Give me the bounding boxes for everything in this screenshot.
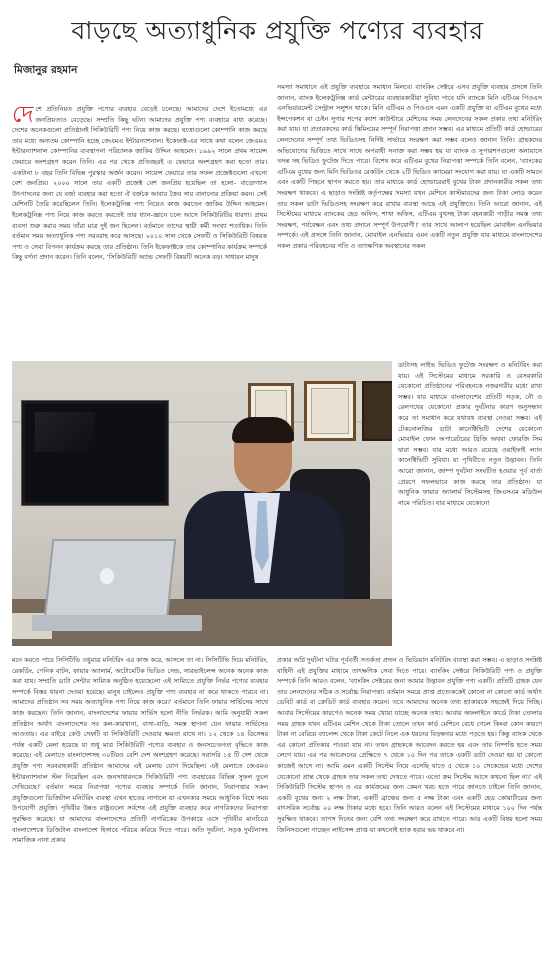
dropcap: দে (12, 104, 34, 128)
article-column-top-left (12, 104, 267, 360)
column-text: শে প্রতিনিয়ত প্রযুক্তি পণ্যের ব্যবহার বেড়েই চলেছে। আমাদের দেশে ইতোমধ্যে এর জনপ্রিয়তাও বেড়েছে। সম্প্রতি কিছু ঘটনা আমাদের প্রযুক্তি পণ্য ব্যবহারে বাধ্য করেছে। দেশের অনেকগুলো প্রতিষ্ঠানই সিকিউরিটি পণ্য নিয়ে কাজ করছে। যত্তোগুলো কোম্পানি কাজ করছে তার মধ্যে অন্যতম কোম্পানি হচ্ছে জেএমএ ইন্টারন্যাশনাল। ইকেফাক্ট-এর সাথে কথা বলেন জেএমএ ইন্টারন্যাশনাল কোম্পানির ব্যবস্থাপনা পরিচালক জাকির উদ্দিন আহমেদ। ১৯৯২ সালে প্রথম সায়েন্স ফেয়ারে অংশগ্রহণ করেন তিনি। এর পর থেকে প্রতিবছরই এ ফেয়ারে অংশগ্রহণ করা হতো তার। একটানা ৮ বছর তিনি বিভিন্ন পুরস্কার অর্জন করেন। সায়েন্স ফেয়ারে তার সফল প্রজেক্টগুলো এখনো বেশ জনপ্রিয়। ২০০০ সালে তার একটি প্রজেক্ট বেশ জনপ্রিয় হয়েছিল তা হলো- বাড়োগ্যাস উৎপাদনের জন্য যে বর্জ্য ব্যবহার করা হতো ঐ বর্জকে আবার জৈব সার বানানোর প্রক্রিয়া করন। সেই মেশিনটি তৈরি করেছিলেন তিনি। ইলেকট্রনিক্স পণ্য নিয়েও কাজ করতেন জাকির উদ্দিন আহমেদ। ইলেকট্রনিক্স পণ্য নিয়ে কাজ করতে করতেই তার ধ্যান-জ্ঞানে চলে আসে সিকিউরিটির ধারণা। প্রথম ব্যবসা শুরু করার সময় তাঁরা মাত্র দুই জন ছিলেন। বর্তমানে তাদের স্থায়ী কর্মী সংখ্যা শতাধিক। তিনি বর্তমান সময় অত্যাধুনিক পণ্য সরবরাহ করে আসছে। ২০১০ সাল থেকে সেফটি ও সিকিউরিটি বিষয়ক পণ্য ও সেবা বিপনন কার্যক্রম করছে তার প্রতিষ্ঠান। তিনি ইকেফাক্টকে তার কোম্পানির কার্যক্রম সম্পর্কে কিছু বর্ণনা প্রদান করেন। তিনি বলেন, 'সিকিউরিটি অ্যান্ড সেফটি বিষয়টি অনেক বড়। সাধারন মানুষ (12, 105, 267, 262)
wall-tv (22, 401, 168, 505)
person-hair (232, 417, 294, 443)
article-photo (12, 361, 392, 646)
laptop-base (32, 615, 202, 631)
column-text: প্রকার অগ্নি দুর্ঘটনা ঘটার পূর্ববর্তী সতর্কতা প্রদান ও ভিডিয়ান মনিটরিং ব্যবস্থা করা সম্ভব। এ ছাড়াও সংশ্লিষ্ট বাহিনী এই প্রযুক্তির মাধ্যমে তাৎক্ষণিক সেবা দিতে পারে। ব্যাংকিং সেক্টরে সিকিউরিটি পণ্য ও প্রযুক্তি সম্পর্কে তিনি আরও বলেন, 'ব্যাংকিং সেক্টরের জন্য আমার উদ্ভাবন প্রযুক্তি পণ্য একটি। প্রতিটি গ্রাহক যেন তার লেনদেনের সঠিক ও সর্বোচ্চ নিরাপত্তা। বর্তমান সময়ে প্রাপ্ত প্রত্যেককেই কোনো না কোনো কার্ড অর্থাৎ ডেবিট কার্ড বা ক্রেডিট কার্ড ব্যবহার করেন। তবে আমাদের অনেক তথ্য হ্যাকারকে সহজেই দিয়ে দিচ্ছি। আবার সিস্টেমের কারণেও অনেক সময় খোয়া যাচ্ছে অনেক তথ্য। আবার অফলাইনে কার্ডে টাকা তোলার সময় গ্রাহক যখন এটিএম মেশিন থেকে টাকা তোলে তখন কার্ড মেশিনে বেধে গেলে কিংবা কোন কারণে টাকা না বেরিয়ে ব্যালেন্স থেকে টাকা কেটে নিলে এক ধরনের বিড়ম্বনার মধ্যে পড়তে হয়। কিন্তু ব্যাংক থেকে এর কোনো প্রতিকার পাওয়া যায় না। তখন গ্রাহককে আবেদন করতে হয় এবং তার নিষ্পত্তি হতে সময় লেগে যায়। এর পর আবেদনের প্রেক্ষিতে ৭ থেকে ১০ দিন পর তাকে একটি ডাটা দেওয়া হয় যা কোনো কাজেই আসে না। আমি এমন একটি সিস্টেম নিয়ে এসেছি যাতে ৫ থেকে ১০ সেকেন্ডের মধ্যে দেশের যেকোনো প্রান্ত থেকে গ্রাহক তার সকল তথ্য দেখতে পাবে। এতো ক্রম সিস্টেম আসে কখনো ছিল না।' এই সিকিউরিটি সিস্টেম স্থাপন ও এর কার্যক্রমের জন্য কেমন খরচ হতে পারে জানতে চাইলে তিনি জানান, একটি বুথের জন্য ২ লক্ষ টাকা, একটি ব্রাঞ্চের জন্য ৫ লক্ষ টাকা এবং একটি হেড কোয়ার্টারের জন্য বাৎসরিক সর্বোচ্চ ২০ লক্ষ টাকার মধ্যে হবে। তিনি আরও বলেন এই সিস্টেমের মাধ্যমে ১০০ দিন পর্যন্ত সুরক্ষিত থাকবে। তাপস দিনের জন্য বেশি তথ্য সংরক্ষণ করে রাখতে পারে। আর একটি বিষয় হলো সময় জিনিসগুলো পাচ্ছেন লাইসেন্স প্রাপ্ত যা কখনোই হ্যাক হবার ভয় থাকবে না। (277, 656, 542, 834)
column-text: সমস্যা সমাধানে এই প্রযুক্তি ব্যবহারে সমাধান মিলবে। ব্যাংকিং সেক্টরে এসব প্রযুক্তি ব্যবহার প্রসঙ্গে তিনি জানান, ব্যাংক ইলেকট্রনিক্স কার্ড মেন্টারের ব্যবহারকারীরা সুবিধা পাবে যদি ব্যাংকে মিনি এটিএম পিওএস এনভিয়ারমেন্ট সেন্ট্রাল সলুশন থাকে। মিনি এটিএম ও পিওএস এমন একটি প্রযুক্তি যা এটিএম বুথের মধ্যে ইন্সপেকশন বা চেইন সুগার শপের ক্যাশ কাউন্টারে মেশিনের সময় লেনদেনের সকল প্রকার তথ্য মনিটরিং করা যায়। যা প্রতারকদের কার্ড স্কিমিংয়ের সম্পূর্ন নিরাপত্তা প্রদান সম্ভব। এর মাধ্যমে প্রতিটি কার্ড হোল্ডারের লেনদেনের সম্পূর্ণ তথ্য ভিডিওসহ নির্দিষ্ট সার্ভারে সংরক্ষণ করা সম্ভব বলেও জানান তিনি। গ্রাহকদের অভিযোগের ভিত্তিতে সাথে সাথে অপরাধী সনাক্ত করা সম্ভব হয় যা ব্যাংক ও সুপারশপগুলো অনায়াসে তদন্ত সহ ভিডিও ফুটেজ দিতে পারে। বিশেষ করে এটিএম বুথের নিরাপত্তা সম্পর্কে তিনি বলেন, 'ব্যাংকের এটিএম বুথের জন্য মিনি ভিডিওর রেকর্ডিং থেকে ২টি ভিডিও ক্যামেরা সংযোগ করা যায়। যা একটি সামনে এবং একটি পিছনে স্থাপন করতে হয়। তার মাধ্যমে কার্ড হোল্ডারেরাই বুথের টাকা প্রদানকারীর সকল তথ্য সংরক্ষণ থাকবে। এ ছাড়াও সংশ্লিষ্ট কর্তৃপক্ষের সমস্যা যখন মেশিনে কাস্টমারদের জন্য টাকা লোড করেন তার সকল ডাটা ভিডিওসহ সংরক্ষণ করে রাখার ব্যবস্থা আছে এই প্রযুক্তিতে। তিনি আরো জানান, এই সিস্টেমের মাধ্যমে ব্যাংকের হেড অফিস, শাখা অফিস, এটিএম বুথসহ টাকা বহনকারী গাড়ীর সমস্ত তথ্য সংরক্ষণ, পর্যবেক্ষন এবং তথ্য প্রদানে সম্পূর্ণ উপযোগী।' তার সাথে আলাপ হয়েছিল মোবাইল এনভিয়ার সম্পর্কে। এই প্রসঙ্গে তিনি জানান, মোবাইল এনভিয়ার এমন একটি নতুন প্রযুক্তি যার মাধ্যমে বাংলাদেশের সকল প্রকার পরিবহনের গতি ও তাৎক্ষণিক অবস্থানের সকল (277, 83, 542, 250)
article-column-bottom-left (12, 655, 268, 955)
column-text: মনে করতে পারে সিসিটিভি ওধুমাত্র মনিটরিং এর কাজ করে, আসলে তা না। সিসিটিভি দিয়ে মনিটরিং, রেকর্ডিং, পেনিক বাটন, ফায়ার অ্যালার্ম, অটোমেটিক ভিডিও সেন্ড, সারভাইলেন্স অনেক অনেক কাজ করা যায়। সম্প্রতি ডাটা সেন্টার সাম্যিক অনুষ্ঠিত হয়েছেলো এই সাম্যিতে প্রযুক্তি নির্ভর পণ্যের ব্যবহার সম্পর্কে বিস্তর ধারনা দেওয়া হয়েছে। মানুষ চাইলেও প্রযুক্তি পণ্য ব্যবহার না করে থাকতে পারবে না। আমাদের প্রতিষ্ঠান সব সময় অত্যাধুনিক পণ্য নিয়ে কাজ করে।' বর্তমানে তিনি ফায়ার সার্ভিসের সাথে কাজ করছেন। তিনি জানান, বাংলাদেশের ফায়ার সার্ভিস হলো নীতি নির্ভরক। আমি অনুযায়ী সকল প্রতিষ্ঠান অর্থাৎ বাংলাদেশের সব কল-কারখানা, বাসা-বাড়ি, সমস্ত স্থাপনা যেন ফায়ার সার্ভিসের আওতায়। এর বাইরে কেউ সেফটি বা সিকিউরিটি দেওয়ার ক্ষমতা রাখে না। ১২ থেকে ১৪ ডিসেম্বর পর্যন্ত একটি মেলা হয়েছে যা শুধু মাত্র সিকিউরিটি পণ্যের ব্যবহার ও জনসচেতনতা বৃদ্ধিতে কাজ করেছে। এই মেলাতে বাংলাদেশসহ ৩০টিরও বেশি দেশ অংশগ্রহণ করেছে। সরাসরি ১৫ টি দেশ থেকে প্রযুক্তি পণ্য সরবরাহকারী প্রতিষ্ঠান আমাদের এই মেলায় যোগ দিয়েছিল। এই মেলাতে জেএমএ ইন্টারন্যাশনাল স্টল নিয়েছিল এবং জনসাধারনকে সিকিউরিটি পণ্য ব্যবহারের বিভিন্ন সুফল তুলে দেখিয়েছে।' বর্তমান সময়ে নিরাপত্তা পণ্যের ব্যবহার সম্পর্কে তিনি জানান, নিরাপত্তার সকল প্রযুক্তিগুলো ডিজিটাল মনিটরিং ব্যবস্থা এখন হাতের নাগালে যা এখনকার সময়ে আধুনিক বিশ্বে সময় উপযোগী প্রযুক্তি। পৃথিবীর উন্নত রাষ্ট্রগুলো সর্বশেষ এই প্রযুক্তি ব্যবহার করে নাগরিকদের নিরাপত্তা সুরক্ষিত করেছে। যা আমাদের বাংলাদেশের প্রতিটি নাগরিকের উপকারে এসে পৃথিবীর মানচিত্রে বাংলাদেশকে ডিজিটাল বাংলাদেশ হিসাবে পরিচয় করিয়ে দিতে পারে। অতি দুর্ঘটনা, সড়ক দুর্ঘটনাসহ সামাজিক নানা প্রকার (12, 656, 268, 845)
certificate-frame (304, 381, 356, 441)
certificate-paper (311, 388, 349, 434)
apple-logo-icon (100, 568, 114, 584)
column-text: ডাটাসহ লাইভ ভিডিও ফুটেজ সংরক্ষণ ও মনিটরিং করা যায়। এই সিস্টেমের মাধ্যমে সরকারি ও বেসরকারি যেকোনো প্রতিষ্ঠানের পরিবহনকে নজরদারীর মধ্যে রাখা সম্ভব। যার মাধ্যমে বাংলাদেশের প্রতিটি সড়ক, নৌ ও রেলপথের যেকোনো প্রকার দুর্ঘটনার কারণ অনুসন্ধান করে তা সমাধান করে যথাযথ ব্যবস্থা নেওয়া সম্ভব। এই টেকনোলজির ডাটা কানেক্টিভিটি দেশের যেকোনো মোবাইল ফোন অপারেটরের থ্রিজি অথবা ফোরজি সিম দ্বারা সম্ভব। যার মধ্যে আরও রয়েছে ওয়াইফাই ল্যান কানেক্টিভিটি সুবিধা। যা পৃথিবীতে নতুন উদ্ভাবন। তিনি আরো জানান, জাম্প দুর্ঘটনা সংঘটিত হওয়ার পূর্ব বার্তা প্রেরণে সফলভাবে কাজ করছে তার প্রতিষ্ঠান। যা আধুনিক ফায়ার অ্যালার্ম সিস্টেমসহ জিএসএম মডিউল নামে পরিচিত। যার মাধ্যমে যেকোনো (398, 361, 542, 507)
article-byline: মিজানুর রহমান (14, 64, 78, 76)
tv-reflection (35, 412, 95, 452)
award-plaque (362, 381, 392, 441)
article-column-bottom-right (277, 655, 542, 955)
article-headline: বাড়ছে অত্যাধুনিক প্রযুক্তি পণ্যের ব্যবহার (71, 16, 484, 45)
article-column-right-narrow (398, 360, 542, 647)
article-column-top-right (277, 82, 542, 354)
